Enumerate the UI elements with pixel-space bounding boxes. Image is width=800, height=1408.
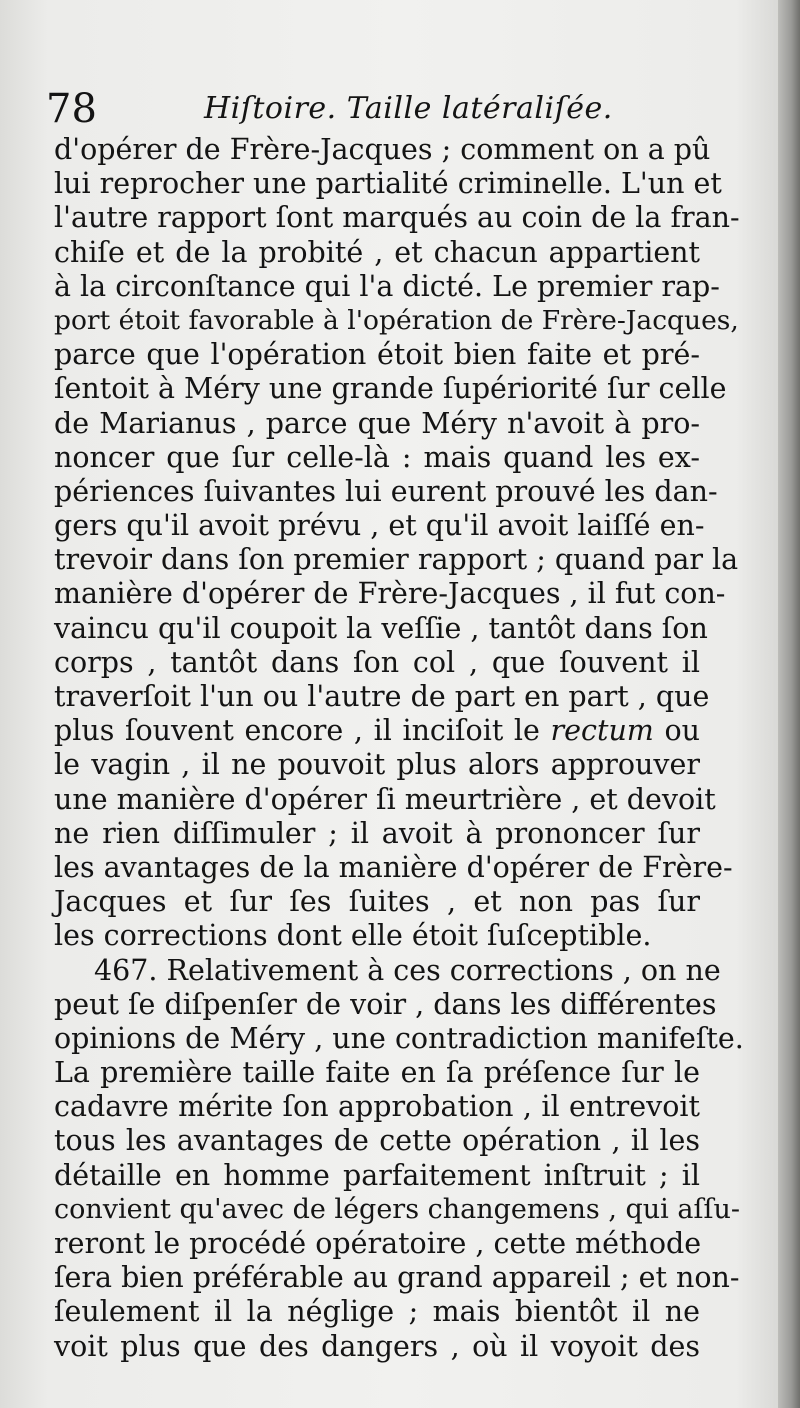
text-line: les corrections dont elle étoit ſuſceptible.	[54, 919, 652, 953]
body-text	[54, 133, 744, 1364]
text-line: manière d'opérer de Frère-Jacques , il fut con-	[54, 577, 726, 611]
italic-word: rectum	[550, 714, 654, 748]
text-line: corps , tantôt dans ſon col , que ſouvent il	[54, 645, 700, 679]
text-line: les avantages de la manière d'opérer de Frère-	[54, 850, 733, 884]
text-line: le vagin , il ne pouvoit plus alors approuver	[54, 748, 700, 782]
text-line: vaincu qu'il coupoit la veſſie , tantôt dans ſon	[54, 611, 708, 645]
text-line: voit plus que des dangers , où il voyoit des	[54, 1329, 700, 1363]
text-line: de Marianus , parce que Méry n'avoit à pro-	[54, 406, 700, 440]
text-line: opinions de Méry , une contradiction manifeſte.	[54, 1021, 744, 1055]
text-line: trevoir dans ſon premier rapport ; quand par la	[54, 543, 739, 577]
text-line: périences ſuivantes lui eurent prouvé les dan-	[54, 474, 718, 508]
text-line: reront le procédé opératoire , cette méthode	[54, 1227, 702, 1260]
text-line: ſera bien préférable au grand appareil ; et non-	[54, 1261, 740, 1295]
text-line: l'autre rapport ſont marqués au coin de la fran-	[54, 201, 740, 235]
text-line: tous les avantages de cette opération , il les	[54, 1124, 700, 1158]
text-line: Jacques et ſur ſes ſuites , et non pas ſur	[54, 885, 700, 919]
text-line: gers qu'il avoit prévu , et qu'il avoit laiſſé en-	[54, 509, 705, 543]
text-line: parce que l'opération étoit bien faite et pré-	[54, 338, 700, 372]
text-line: port étoit favorable à l'opération de Frère-Jacques,	[54, 304, 739, 336]
text-line: peut ſe diſpenſer de voir , dans les différentes	[54, 987, 717, 1021]
text-line: ne rien diſſimuler ; il avoit à prononcer ſur	[54, 816, 700, 850]
text-line: noncer que ſur celle-là : mais quand les ex-	[54, 440, 700, 474]
page-header	[46, 84, 746, 134]
page-number: 78	[46, 86, 97, 132]
text-line: La première taille faite en ſa préſence ſur le	[54, 1056, 700, 1090]
paragraph	[54, 133, 740, 954]
text-line: une manière d'opérer ſi meurtrière , et devoit	[54, 782, 716, 816]
text-line: cadavre mérite ſon approbation , il entrevoit	[54, 1090, 700, 1124]
running-title: Hiſtoire. Taille latéraliſée.	[204, 91, 613, 126]
text-line: 467. Relativement à ces corrections , on ne	[94, 953, 721, 987]
text-line: détaille en homme parfaitement inſtruit ; il	[54, 1158, 700, 1192]
text-line: à la circonſtance qui l'a dicté. Le premier rap-	[54, 269, 720, 303]
page-edge-shadow	[778, 0, 800, 1408]
text-line: d'opérer de Frère-Jacques ; comment on a pû	[54, 133, 711, 166]
text-line: plus ſouvent encore , il inciſoit le rectum ou	[54, 714, 700, 748]
paragraph	[54, 953, 744, 1364]
text-line: chiſe et de la probité , et chacun appartient	[54, 235, 700, 269]
text-line: ſentoit à Méry une grande ſupériorité ſur celle	[54, 372, 727, 406]
text-line: ſeulement il la néglige ; mais bientôt il ne	[54, 1295, 700, 1329]
text-line: traverſoit l'un ou l'autre de part en part , que	[54, 680, 710, 713]
text-line: convient qu'avec de légers changemens , qui aſſu-	[54, 1193, 740, 1225]
text-line: lui reprocher une partialité criminelle. L'un et	[54, 167, 722, 201]
